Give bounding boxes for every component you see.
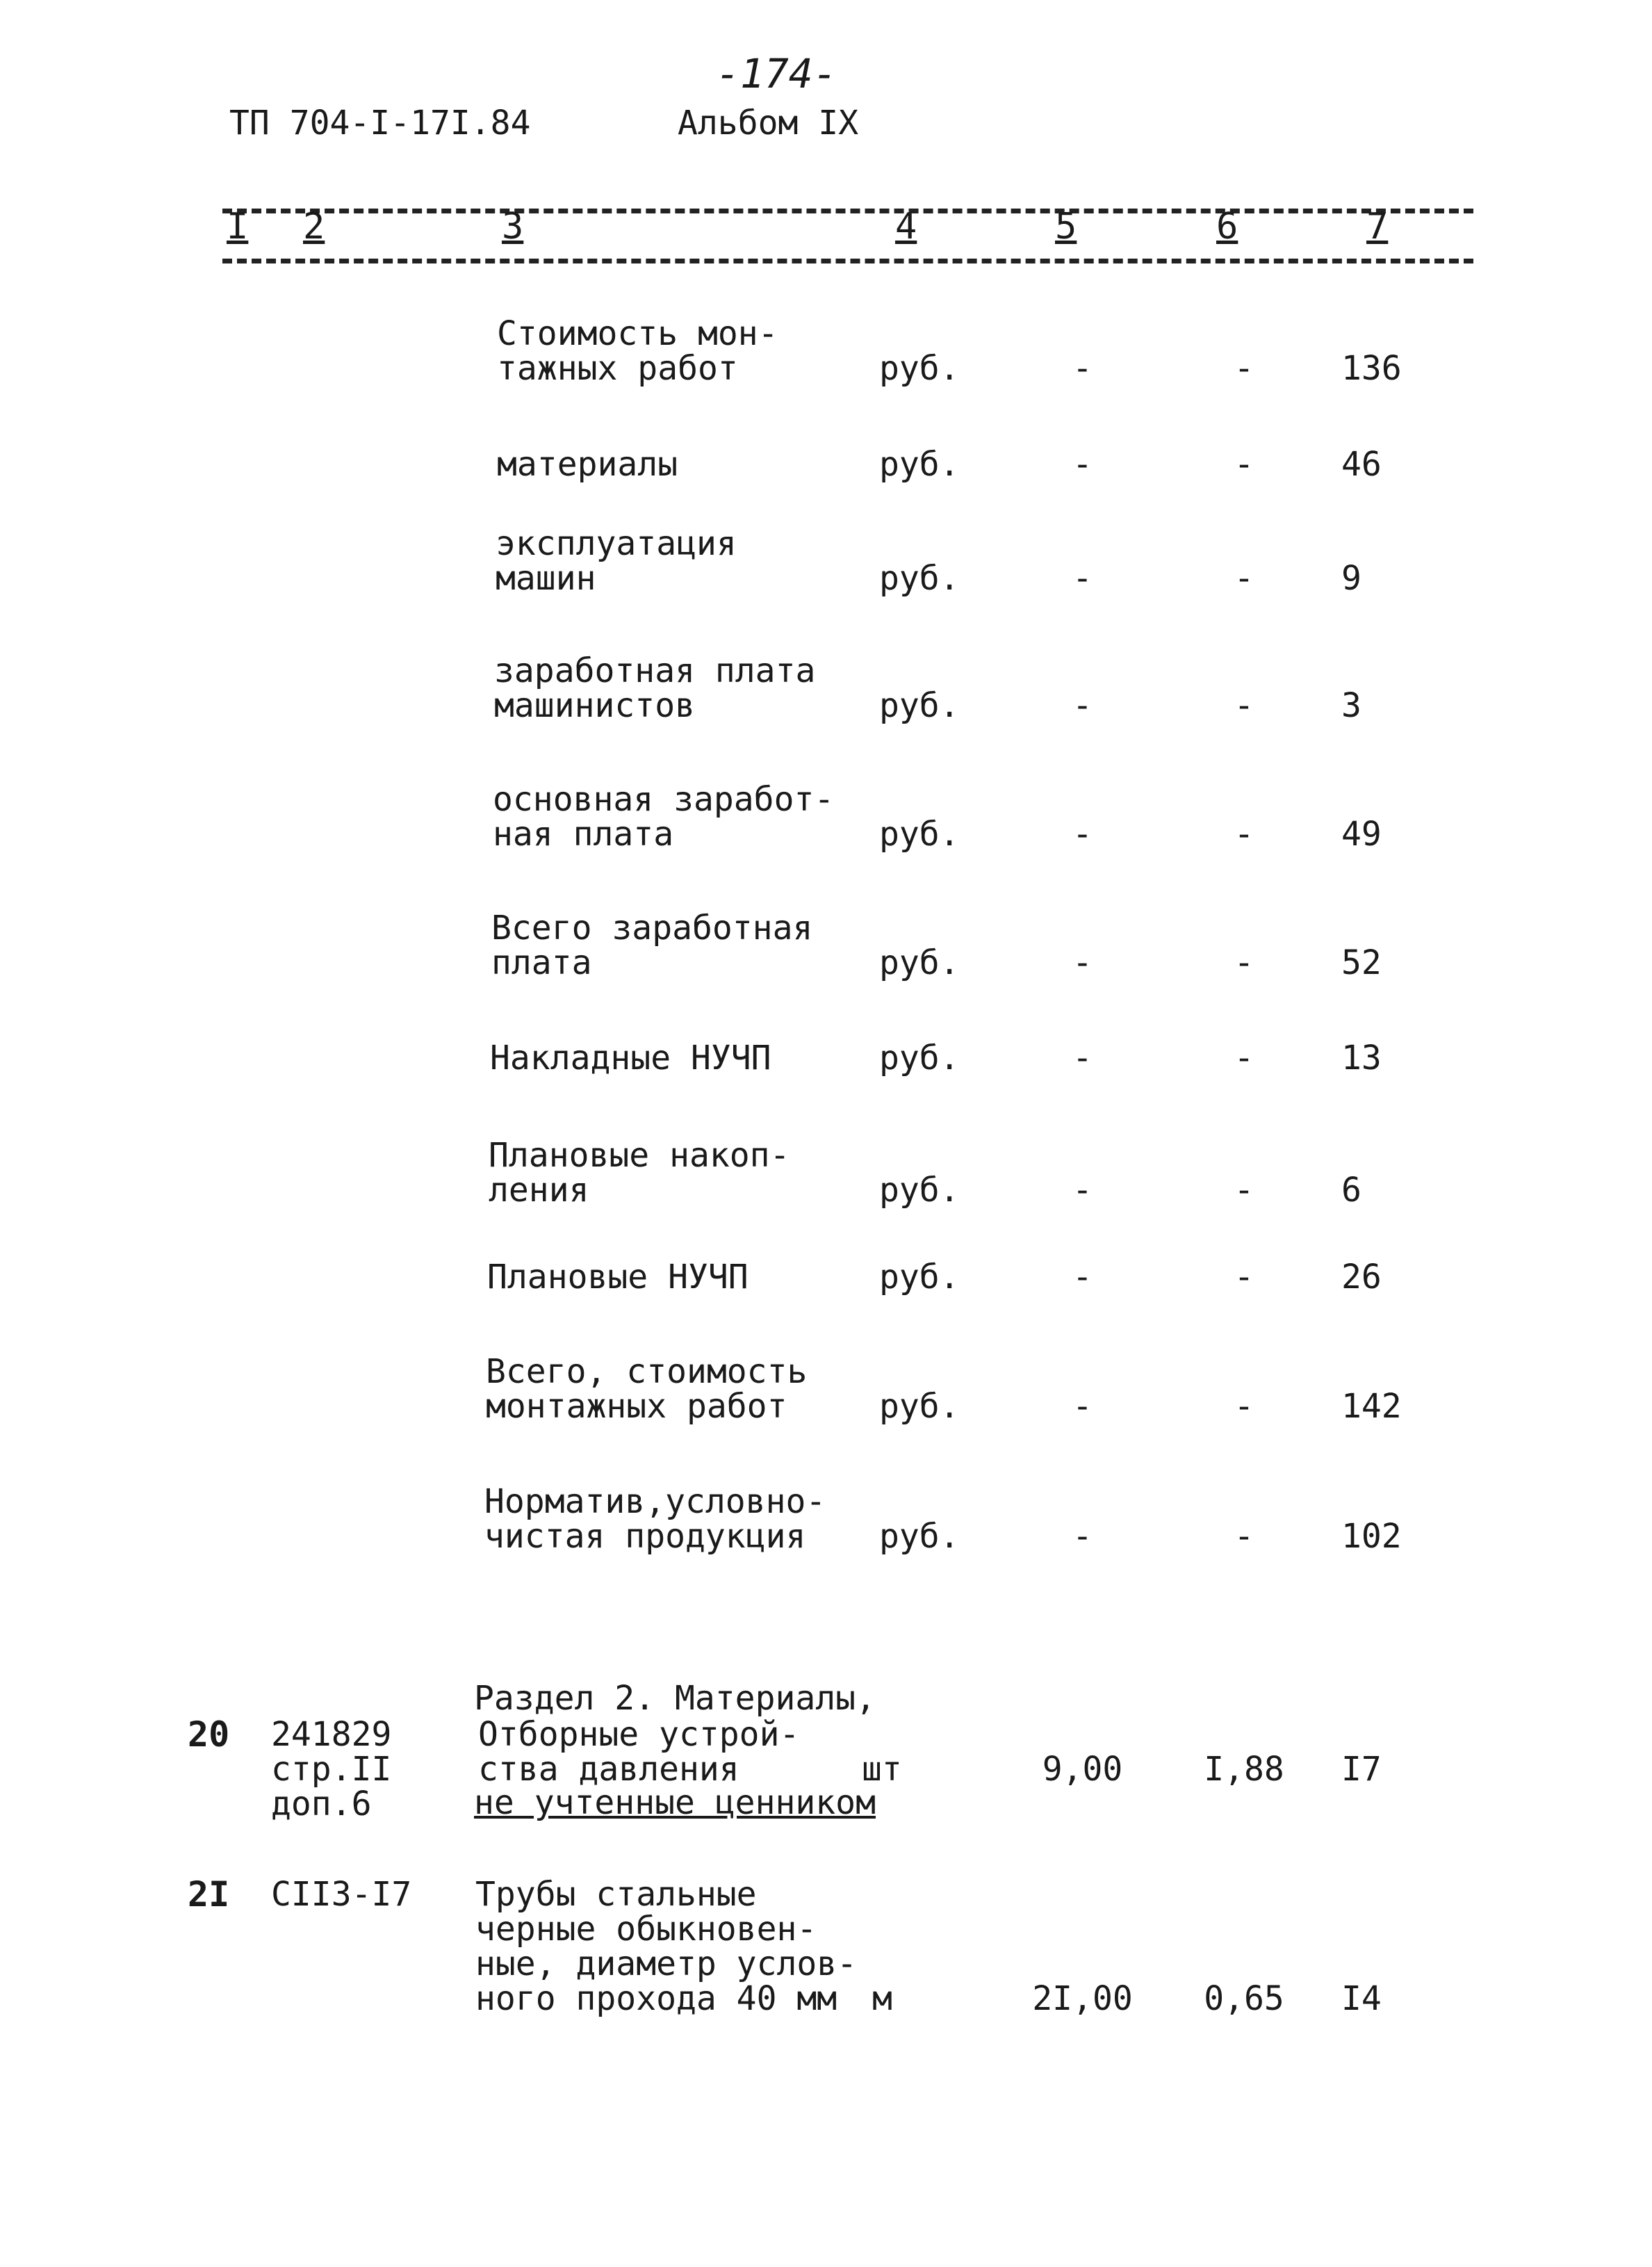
row-unit: м	[872, 1979, 892, 2018]
row-total: 3	[1341, 686, 1361, 725]
row-price: -	[1234, 349, 1254, 388]
row-quantity: -	[1072, 1039, 1093, 1078]
row-code: 241829 стр.II доп.6	[271, 1715, 392, 1823]
row-unit: руб.	[879, 559, 960, 598]
row-total: 102	[1341, 1517, 1402, 1556]
row-unit: руб.	[879, 1517, 960, 1556]
row-quantity: -	[1072, 686, 1093, 725]
row-quantity: -	[1072, 1387, 1093, 1426]
row-price: -	[1234, 1171, 1254, 1210]
row-quantity: -	[1072, 1171, 1093, 1210]
row-total: 52	[1341, 943, 1382, 982]
row-unit: руб.	[879, 1258, 960, 1297]
row-code: CII3-I7	[271, 1875, 412, 1914]
row-description: основная заработ- ная плата	[493, 780, 835, 854]
row-price: -	[1234, 1517, 1254, 1556]
row-price: -	[1234, 559, 1254, 598]
column-number-4: 4	[895, 206, 917, 247]
row-description: заработная плата машинистов	[494, 651, 816, 725]
row-unit: шт	[862, 1750, 902, 1789]
section-heading-line1: Раздел 2. Материалы,	[474, 1679, 876, 1718]
row-description: Плановые накоп- ления	[489, 1136, 790, 1210]
row-unit: руб.	[879, 1171, 960, 1210]
row-price: -	[1234, 1258, 1254, 1297]
row-unit: руб.	[879, 943, 960, 982]
row-quantity: -	[1072, 815, 1093, 854]
row-price: -	[1234, 1387, 1254, 1426]
document-code: ТП 704-I-17I.84	[229, 104, 531, 143]
album-label: Альбом IX	[678, 104, 859, 143]
column-number-7: 7	[1366, 206, 1389, 247]
row-total: I7	[1341, 1750, 1382, 1789]
row-price: -	[1234, 943, 1254, 982]
row-quantity: 9,00	[1042, 1750, 1123, 1789]
row-total: 142	[1341, 1387, 1402, 1426]
column-number-6: 6	[1216, 206, 1238, 247]
row-total: 46	[1341, 445, 1382, 484]
row-unit: руб.	[879, 349, 960, 388]
row-description: эксплуатация машин	[496, 524, 737, 598]
column-number-3: 3	[502, 206, 524, 247]
row-description: Плановые НУЧП	[487, 1258, 749, 1297]
row-unit: руб.	[879, 686, 960, 725]
row-description: Накладные НУЧП	[490, 1039, 771, 1078]
row-description: Всего заработная плата	[491, 909, 813, 982]
column-number-5: 5	[1055, 206, 1077, 247]
row-quantity: -	[1072, 559, 1093, 598]
row-price: 0,65	[1204, 1979, 1284, 2018]
row-description: Отборные устрой- ства давления	[478, 1715, 800, 1789]
row-total: 13	[1341, 1039, 1382, 1078]
row-unit: руб.	[879, 815, 960, 854]
row-total: I4	[1341, 1979, 1382, 2018]
header-rule-top	[222, 209, 1473, 213]
row-total: 9	[1341, 559, 1361, 598]
row-quantity: -	[1072, 445, 1093, 484]
column-number-2: 2	[303, 206, 325, 247]
column-number-1: I	[227, 206, 249, 247]
row-price: -	[1234, 686, 1254, 725]
row-description: Стоимость мон- тажных работ	[497, 314, 778, 388]
row-number: 20	[188, 1714, 230, 1755]
row-price: -	[1234, 815, 1254, 854]
row-quantity: -	[1072, 1517, 1093, 1556]
row-quantity: 2I,00	[1032, 1979, 1133, 2018]
row-quantity: -	[1072, 1258, 1093, 1297]
row-description: материалы	[497, 445, 678, 484]
row-quantity: -	[1072, 943, 1093, 982]
row-number: 2I	[188, 1874, 230, 1915]
row-description: Норматив,условно- чистая продукция	[484, 1482, 826, 1556]
row-price: I,88	[1204, 1750, 1284, 1789]
header-rule-bottom	[222, 259, 1473, 263]
row-total: 26	[1341, 1258, 1382, 1297]
row-unit: руб.	[879, 1039, 960, 1078]
row-description: Всего, стоимость монтажных работ	[486, 1352, 808, 1426]
page-number: -174-	[716, 50, 837, 97]
row-price: -	[1234, 445, 1254, 484]
row-quantity: -	[1072, 349, 1093, 388]
row-total: 6	[1341, 1171, 1361, 1210]
section-heading-line2: не учтенные ценником	[474, 1783, 876, 1822]
row-price: -	[1234, 1039, 1254, 1078]
row-description: Трубы стальные черные обыкновен- ные, диаметр услов- ного прохода 40 мм	[475, 1875, 858, 2018]
row-total: 49	[1341, 815, 1382, 854]
row-unit: руб.	[879, 1387, 960, 1426]
row-total: 136	[1341, 349, 1402, 388]
row-unit: руб.	[879, 445, 960, 484]
